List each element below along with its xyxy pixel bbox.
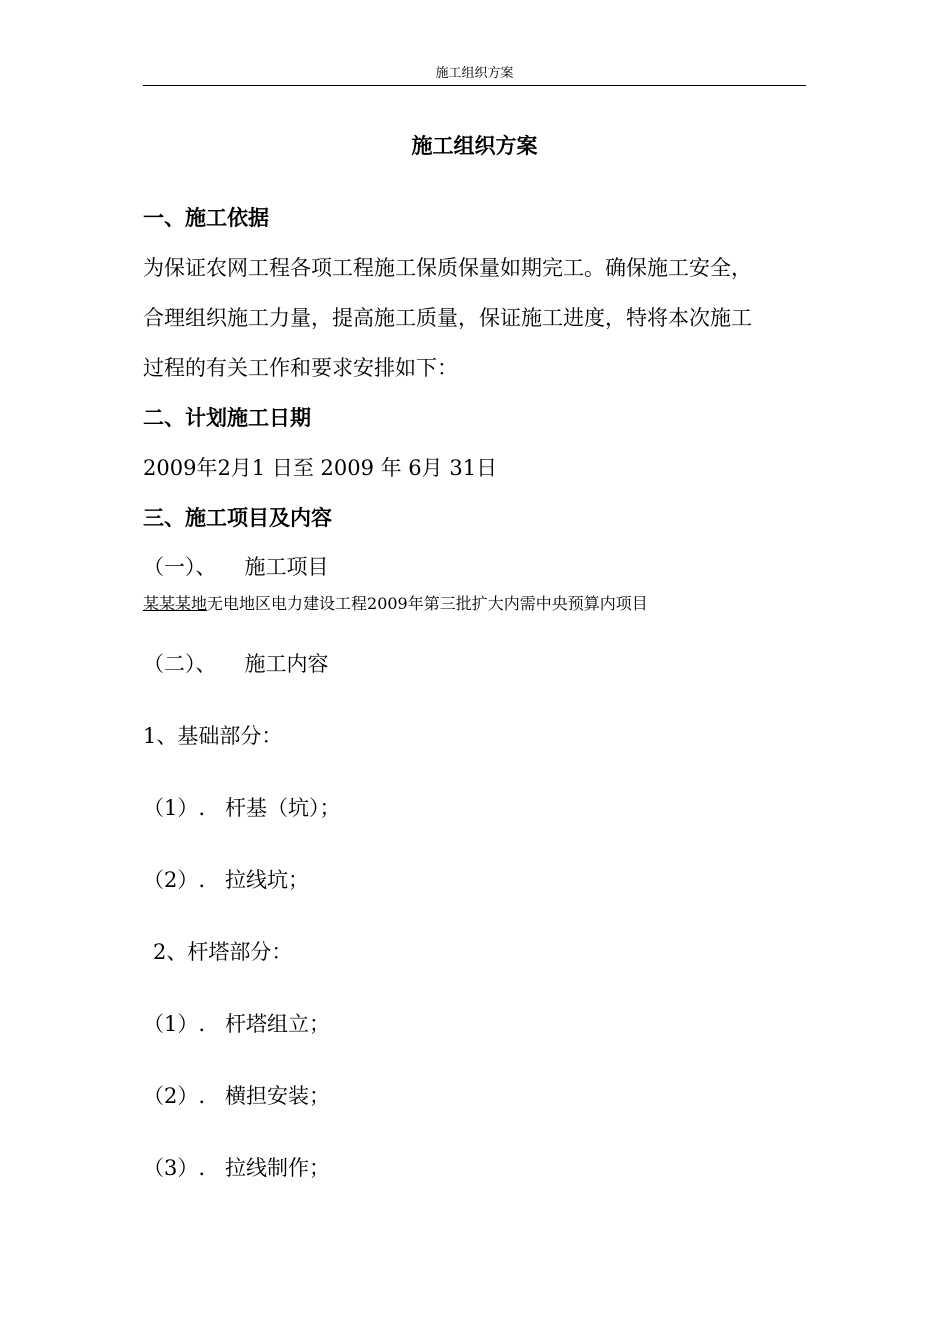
group-2-title: 2、杆塔部分：	[153, 940, 293, 964]
part-2-title: 施工内容	[244, 652, 329, 676]
list-item	[143, 794, 341, 822]
paragraph-line-3: 过程的有关工作和要求安排如下：	[143, 356, 458, 380]
part-1-label: （一）、	[143, 555, 217, 579]
part-2-label: （二）、	[143, 652, 217, 676]
document-title: 施工组织方案	[411, 133, 538, 158]
part-1-title: 施工项目	[244, 555, 329, 579]
running-header: 施工组织方案	[435, 66, 514, 81]
project-location: 某某某地	[143, 594, 208, 613]
part-1-line	[143, 553, 329, 581]
header-rule	[143, 85, 806, 86]
item-text: 横担安装；	[225, 1084, 331, 1108]
paragraph-line-1: 为保证农网工程各项工程施工保质保量如期完工。确保施工安全，	[143, 256, 752, 280]
item-number: （1）.	[143, 796, 206, 820]
item-number: （1）.	[143, 1012, 206, 1036]
paragraph-line-2: 合理组织施工力量，提高施工质量，保证施工进度，特将本次施工	[143, 306, 752, 330]
part-2-line	[143, 650, 329, 678]
list-item	[143, 866, 309, 894]
item-text: 拉线制作；	[225, 1156, 331, 1180]
item-text: 杆塔组立；	[225, 1012, 331, 1036]
section-1-heading: 一、施工依据	[143, 205, 269, 230]
list-item	[143, 1154, 330, 1182]
item-text: 杆基（坑）；	[225, 796, 341, 820]
item-number: （2）.	[143, 868, 206, 892]
item-number: （3）.	[143, 1156, 206, 1180]
item-number: （2）.	[143, 1084, 206, 1108]
group-1-title: 1、基础部分：	[143, 724, 283, 748]
list-item	[143, 1082, 330, 1110]
project-name: 无电地区电力建设工程2009年第三批扩大内需中央预算内项目	[207, 594, 648, 613]
section-3-heading: 三、施工项目及内容	[143, 505, 332, 530]
section-2-heading: 二、计划施工日期	[143, 405, 311, 430]
item-text: 拉线坑；	[225, 868, 310, 892]
project-name-line	[143, 593, 648, 615]
list-item	[143, 1010, 330, 1038]
schedule-dates: 2009年2月1 日至 2009 年 6月 31日	[143, 456, 498, 480]
